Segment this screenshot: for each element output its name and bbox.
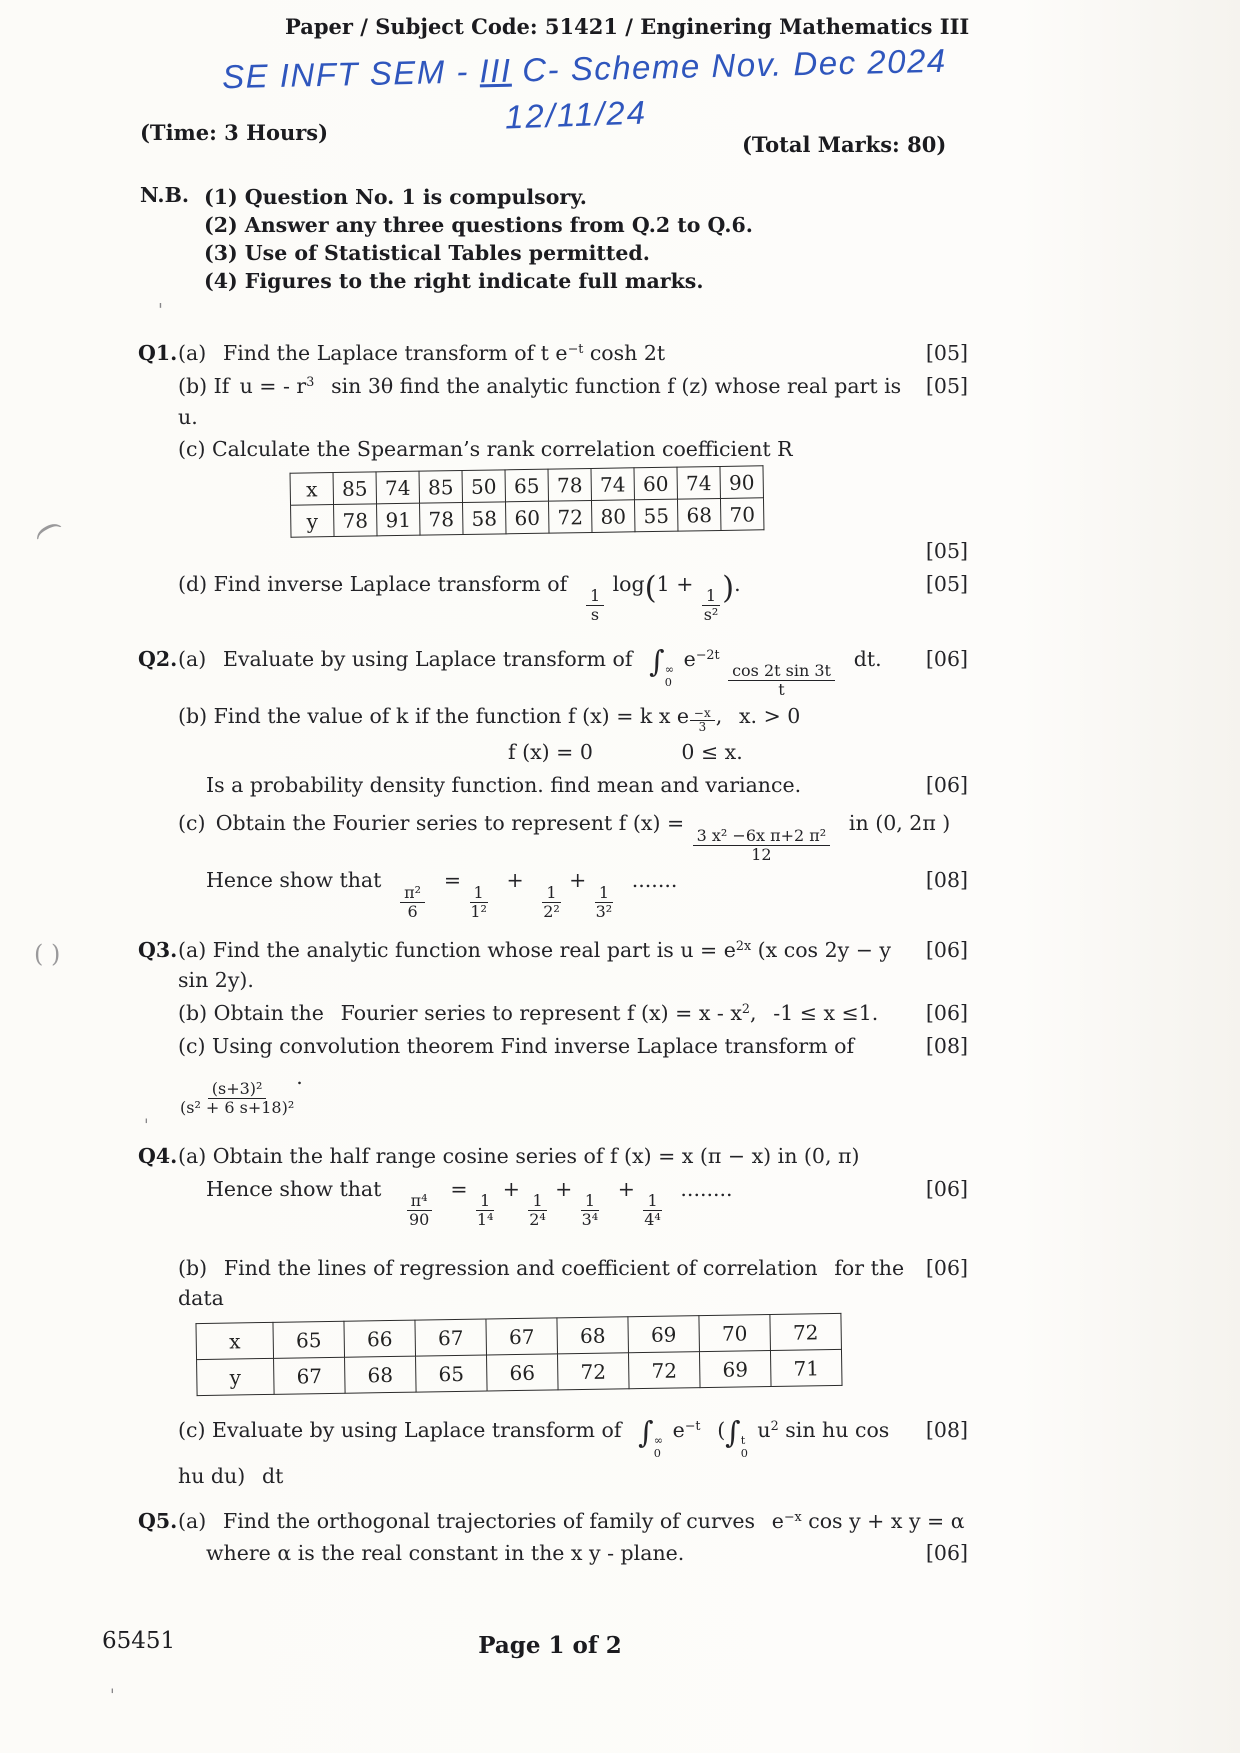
superscript: 2 <box>770 1418 779 1434</box>
question-text: (b) Find the lines of regression and coefficient of correlation for the data <box>178 1255 905 1311</box>
question-text: (a) Find the Laplace transform of t $e^{-t}$ cosh 2t <box>178 341 666 365</box>
q4-line-c <box>138 1415 968 1491</box>
table-row <box>291 498 764 537</box>
table-cell: 67 <box>415 1319 487 1356</box>
question-text: (d) Find inverse Laplace transform of $\frac{1}{s}$ log(1 + $\frac{1}{\text{s²}}$ ). <box>178 569 741 625</box>
table-cell: 78 <box>334 504 377 537</box>
question-number: Q5. <box>138 1508 178 1533</box>
q1-line-c-marks <box>138 536 968 567</box>
math-fraction: $\frac{1}{\text{2²}}$ <box>543 882 560 921</box>
table-cell: 74 <box>591 468 634 501</box>
math-fraction: $\frac{\text{(s+3)²}}{\text{(s² + 6 s+18)²}}$ <box>180 1079 295 1117</box>
table-cell: 58 <box>463 502 506 535</box>
ink-artifact: ( ) <box>34 940 61 968</box>
table-cell: 50 <box>462 470 505 503</box>
handwritten-course: SE INFT SEM - <box>221 52 480 96</box>
table-cell: 71 <box>770 1350 842 1387</box>
marks-badge: [06] <box>925 646 968 671</box>
question-text: (c) Calculate the Spearman’s rank correlation coefficient R <box>178 437 793 462</box>
marks-badge: [06] <box>925 1541 968 1566</box>
table-cell: 69 <box>628 1316 700 1353</box>
question-text: f (x) = 0 0 ≤ x. <box>508 739 743 764</box>
table-cell: 55 <box>634 499 677 532</box>
table-cell: 66 <box>487 1354 559 1391</box>
superscript: −t <box>684 1418 701 1434</box>
q2-line-b1 <box>138 701 968 735</box>
table-cell: 65 <box>273 1321 345 1358</box>
integral-sign: ∫ <box>638 1415 654 1451</box>
ink-artifact: ( <box>29 516 67 543</box>
math-fraction: $\frac{1}{\text{4⁴}}$ <box>644 1190 661 1229</box>
page-indicator: Page 1 of 2 <box>478 1632 622 1659</box>
math-fraction: $\frac{\text{π²}}{6}$ <box>400 884 425 921</box>
nb-item: (3) Use of Statistical Tables permitted. <box>204 241 650 265</box>
ink-artifact: ' <box>158 300 163 321</box>
math-fraction: $\frac{1}{\text{3²}}$ <box>595 882 613 921</box>
marks-badge: [08] <box>925 868 968 893</box>
table-cell: 65 <box>416 1355 488 1392</box>
table-cell: 80 <box>591 500 634 533</box>
math-fraction: $\frac{1}{\text{1⁴}}$ <box>476 1190 494 1229</box>
q1-line-d <box>138 569 968 624</box>
q5-line-a1 <box>138 1506 968 1537</box>
time-label: (Time: 3 Hours) <box>140 120 329 145</box>
math-fraction: $\frac{1}{\text{s²}}$ <box>703 586 719 625</box>
q4-line-b <box>138 1253 968 1315</box>
table-cell: 91 <box>377 503 420 536</box>
table-cell: 67 <box>274 1357 346 1394</box>
table-cell: 69 <box>699 1351 771 1388</box>
math-fraction: $\frac{1}{\text{2⁴}}$ <box>529 1190 546 1229</box>
superscript: 2 <box>741 1001 751 1017</box>
table-cell: x <box>196 1323 274 1360</box>
marks-badge: [08] <box>925 1418 968 1443</box>
page-title: Paper / Subject Code: 51421 / Enginering Mathematics III <box>285 14 970 39</box>
table-cell: x <box>290 473 333 506</box>
q2-line-c2 <box>138 865 968 920</box>
question-text: (b) If u = - $r^3$ sin 3θ find the analytic function f (z) whose real part is u. <box>178 373 902 429</box>
table-cell: 60 <box>634 467 677 500</box>
nb-item: (2) Answer any three questions from Q.2 to Q.6. <box>204 213 753 237</box>
marks-badge: [06] <box>925 1255 968 1280</box>
math-fraction: $\frac{1}{\text{3⁴}}$ <box>581 1190 599 1229</box>
spearman-data-table <box>290 465 765 537</box>
marks-badge: [05] <box>925 373 968 398</box>
q3-line-b <box>138 998 968 1029</box>
question-text: Is a probability density function. find mean and variance. <box>206 772 802 797</box>
handwritten-sem: III <box>479 51 512 90</box>
q1-line-c <box>138 434 968 465</box>
integral-sign: ∫ <box>725 1415 741 1451</box>
q3-line-c <box>138 1031 968 1117</box>
table-cell: 70 <box>699 1315 771 1352</box>
table-cell: y <box>197 1359 275 1396</box>
superscript: −t <box>567 341 584 357</box>
table-cell: 68 <box>345 1356 417 1393</box>
question-text: (c) Using convolution theorem Find inverse Laplace transform of $\frac{\text{(s+3)²}}{\text{(s² + 6 s+18)²}}$ . <box>178 1033 855 1117</box>
questions <box>138 330 968 1569</box>
q2-line-b3 <box>138 770 968 801</box>
superscript: 3 <box>306 373 315 389</box>
big-parenthesis: ( <box>644 569 657 606</box>
table-cell: 72 <box>628 1352 700 1389</box>
question-text: (a) Evaluate by using Laplace transform of ∫ ∞ 0 $e^{-2t}$ $\frac{\text{cos 2t sin 3t}}{t}$ dt. <box>178 644 882 700</box>
table-cell: 72 <box>557 1353 629 1390</box>
math-fraction: $\frac{\text{3 x² −6x π+2 π²}}{12}$ <box>693 827 830 864</box>
question-number: Q2. <box>138 646 178 671</box>
math-fraction: $\frac{\text{π⁴}}{90}$ <box>407 1192 432 1229</box>
question-text: (b) Obtain the Fourier series to represent f $(x) = x - x^2$, -1 ≤ x ≤1. <box>178 1001 879 1026</box>
table-cell: 60 <box>506 501 549 534</box>
handwritten-date: 12/11/24 <box>504 93 648 136</box>
superscript: −x <box>783 1508 802 1524</box>
table-cell: 74 <box>677 466 720 499</box>
question-text: Hence show that $\frac{\text{π⁴}}{90}$ = $\frac{1}{\text{1⁴}}$ + $\frac{1}{\text{2⁴}}$ + $\frac{1}{\text{3⁴}}$ + $\frac{1}{\text{4⁴}}$ ........ <box>206 1176 733 1229</box>
math-fraction: $\frac{1}{s}$ <box>586 587 604 624</box>
math-fraction: $\frac{\text{cos 2t sin 3t}}{t}$ <box>728 662 835 699</box>
table-cell: 85 <box>333 472 376 505</box>
table-cell: 78 <box>548 468 591 501</box>
superscript: −2t <box>695 646 720 662</box>
math-fraction: $\frac{1}{\text{1²}}$ <box>470 882 487 921</box>
paper-code: 65451 <box>102 1628 176 1654</box>
marks-badge: [06] <box>925 772 968 797</box>
table-cell: 68 <box>677 498 720 531</box>
nb-label: N.B. <box>140 183 190 207</box>
question-text: (c) Obtain the Fourier series to represent f (x) = $\frac{\text{3 x² −6x π+2 π²}}{12}$ in (0, 2π ) <box>178 811 951 864</box>
table-cell: 66 <box>344 1320 416 1357</box>
question-text: (c) Evaluate by using Laplace transform of ∫ ∞ 0 $e^{-t}$ (∫ t 0 $u^2$ sin hu cos hu du) dt <box>178 1415 890 1488</box>
q1-line-a <box>138 338 968 369</box>
table-cell: 68 <box>557 1317 629 1354</box>
total-marks-label: (Total Marks: 80) <box>742 132 947 157</box>
marks-badge: [05] <box>925 571 968 596</box>
table-cell: 70 <box>720 498 763 531</box>
table-cell: 74 <box>376 471 419 504</box>
q4-line-a2 <box>138 1174 968 1229</box>
question-text: Hence show that $\frac{\text{π²}}{6}$ = $\frac{1}{\text{1²}}$ + $\frac{1}{\text{2²}}$ + $\frac{1}{\text{3²}}$ ....... <box>206 868 678 921</box>
question-text: (b) Find the value of k if the function f (x) = k x e $\frac{-x}{3}$ , x. > 0 <box>178 704 801 735</box>
nb-item: (1) Question No. 1 is compulsory. <box>204 185 587 209</box>
nb-block <box>140 183 753 295</box>
table-cell: 78 <box>420 503 463 536</box>
table-cell: 67 <box>486 1318 558 1355</box>
question-text: where α is the real constant in the x y - plane. <box>206 1541 685 1566</box>
handwritten-scheme: C- Scheme Nov. Dec 2024 <box>511 41 948 89</box>
table-cell: 72 <box>770 1314 842 1351</box>
q2-line-c1 <box>138 808 968 863</box>
nb-item: (4) Figures to the right indicate full marks. <box>204 269 704 293</box>
table-cell: 85 <box>419 471 462 504</box>
integral-limits: ∞ 0 <box>653 1433 664 1460</box>
question-text: (a) Find the analytic function whose real part is $u = e^{2x}$ (x cos 2y − y sin 2y). <box>178 937 891 993</box>
question-number: Q4. <box>138 1143 178 1168</box>
marks-badge: [06] <box>925 1001 968 1026</box>
big-parenthesis: ) <box>722 569 735 606</box>
nb-items <box>204 183 753 295</box>
q4-line-a1 <box>138 1141 968 1172</box>
table-cell: 65 <box>505 469 548 502</box>
marks-badge: [05] <box>925 341 968 365</box>
table-cell: y <box>291 505 334 538</box>
superscript: 2x <box>735 937 752 953</box>
question-text: (a) Obtain the half range cosine series of f (x) = x (π − x) in (0, π) <box>178 1143 860 1168</box>
table-cell: 72 <box>548 500 591 533</box>
marks-badge: [05] <box>925 539 968 563</box>
question-text: (a) Find the orthogonal trajectories of family of curves $e^{-x}$ cos y + x y = α <box>178 1508 965 1533</box>
handwritten-note <box>222 42 947 96</box>
ink-artifact: ' <box>110 1686 115 1706</box>
q1-line-b <box>138 371 968 433</box>
ink-artifact: ' <box>144 1116 149 1136</box>
q2-line-a <box>138 644 968 699</box>
q3-line-a <box>138 935 968 997</box>
question-number: Q3. <box>138 937 178 962</box>
regression-data-table <box>195 1313 842 1396</box>
question-number: Q1. <box>138 341 178 365</box>
table-cell: 90 <box>720 466 763 499</box>
q2-line-b2 <box>138 737 968 768</box>
marks-badge: [08] <box>925 1033 968 1058</box>
q5-line-a2 <box>138 1538 968 1569</box>
marks-badge: [06] <box>925 1176 968 1201</box>
integral-sign: ∫ <box>649 644 665 680</box>
integral-limits: ∞ 0 <box>664 662 675 689</box>
marks-badge: [06] <box>925 937 968 962</box>
math-fraction: $\frac{-x}{3}$ <box>690 707 715 735</box>
integral-limits: t 0 <box>740 1433 748 1460</box>
